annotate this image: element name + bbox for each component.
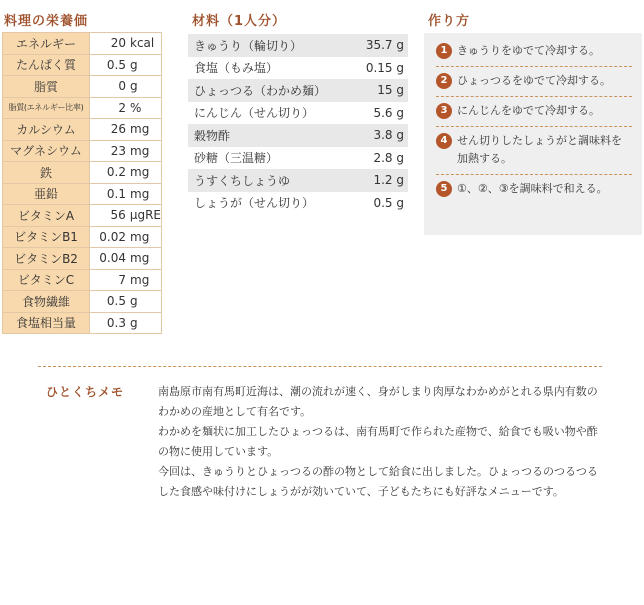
- ingredient-row: [188, 147, 408, 170]
- nutrition-label: ビタミンB2: [3, 248, 90, 270]
- nutrition-row: [3, 76, 162, 98]
- nutrition-value: 0.1: [106, 186, 126, 201]
- nutrition-value: 23: [110, 143, 126, 158]
- nutrition-value: 0.5: [106, 294, 126, 309]
- nutrition-unit: mg: [130, 143, 150, 158]
- nutrition-label: エネルギー: [3, 33, 90, 55]
- nutrition-value: 20: [110, 36, 126, 51]
- memo-paragraph: 今回は、きゅうりとひょっつるの酢の物として給食に出しました。ひょっつるのつるつるした食感や味付けにしょうがが効いていて、子どもたちにも好評なメニューです。: [158, 465, 598, 498]
- nutrition-value-cell: [90, 183, 162, 205]
- step-number-badge: 3: [436, 103, 452, 119]
- ingredient-name: 食塩（もみ塩）: [194, 61, 279, 76]
- step-number-badge: 5: [436, 181, 452, 197]
- nutrition-label: 鉄: [3, 162, 90, 184]
- steps-panel: [424, 33, 642, 235]
- nutrition-row: [3, 205, 162, 227]
- nutrition-value: 0.3: [106, 315, 126, 330]
- nutrition-value: 26: [110, 122, 126, 137]
- nutrition-label: ビタミンB1: [3, 226, 90, 248]
- nutrition-row: [3, 312, 162, 334]
- ingredient-amount: 3.8 g: [373, 128, 404, 143]
- ingredient-row: [188, 124, 408, 147]
- memo-paragraph: 南島原市南有馬町近海は、潮の流れが速く、身がしまり肉厚なわかめがとれる県内有数のわかめの産地として有名です。: [158, 385, 598, 418]
- nutrition-row: [3, 97, 162, 119]
- ingredient-amount: 0.5 g: [373, 195, 404, 210]
- ingredient-amount: 1.2 g: [373, 173, 404, 188]
- nutrition-label: 食物繊維: [3, 291, 90, 313]
- ingredient-name: 穀物酢: [194, 128, 231, 143]
- nutrition-row: [3, 269, 162, 291]
- step-text: ひょっつるをゆでて冷却する。: [457, 74, 611, 87]
- steps-title: 作り方: [428, 14, 471, 29]
- nutrition-label: たんぱく質: [3, 54, 90, 76]
- nutrition-value: 56: [110, 208, 126, 223]
- step-text: ①、②、③を調味料で和える。: [457, 182, 608, 195]
- nutrition-row: [3, 162, 162, 184]
- nutrition-label: ビタミンA: [3, 205, 90, 227]
- ingredient-amount: 0.15 g: [365, 60, 404, 75]
- nutrition-value-cell: [90, 97, 162, 119]
- nutrition-value: 7: [118, 272, 126, 287]
- ingredients-title: 材料（1人分）: [192, 14, 287, 29]
- nutrition-unit: %: [130, 100, 142, 115]
- ingredient-row: [188, 34, 408, 57]
- nutrition-row: [3, 54, 162, 76]
- step-item: [436, 175, 632, 204]
- nutrition-unit: mg: [130, 122, 150, 137]
- nutrition-unit: μgRE: [129, 208, 161, 223]
- ingredient-name: 砂糖（三温糖）: [194, 151, 279, 166]
- nutrition-unit: g: [130, 294, 138, 309]
- nutrition-unit: mg: [130, 165, 150, 180]
- nutrition-row: [3, 226, 162, 248]
- step-text: にんじんをゆでて冷却する。: [457, 104, 600, 117]
- ingredient-amount: 5.6 g: [373, 105, 404, 120]
- ingredient-name: しょうが（せん切り）: [194, 196, 315, 211]
- nutrition-value: 0.04: [99, 251, 126, 266]
- nutrition-value-cell: [90, 205, 162, 227]
- step-text: きゅうりをゆでて冷却する。: [457, 44, 600, 57]
- nutrition-table: [2, 32, 162, 334]
- nutrition-unit: g: [130, 315, 138, 330]
- nutrition-value-cell: [90, 140, 162, 162]
- step-number-badge: 4: [436, 133, 452, 149]
- nutrition-value-cell: [90, 54, 162, 76]
- ingredient-amount: 35.7 g: [365, 38, 404, 53]
- nutrition-label: マグネシウム: [3, 140, 90, 162]
- nutrition-value: 0.02: [99, 229, 126, 244]
- nutrition-row: [3, 291, 162, 313]
- nutrition-unit: mg: [130, 186, 150, 201]
- nutrition-row: [3, 183, 162, 205]
- step-item: [436, 37, 632, 67]
- nutrition-value: 0.5: [106, 57, 126, 72]
- ingredient-amount: 2.8 g: [373, 150, 404, 165]
- nutrition-unit: kcal: [130, 36, 155, 51]
- nutrition-label: ビタミンC: [3, 269, 90, 291]
- step-item: [436, 97, 632, 127]
- step-item: [436, 67, 632, 97]
- ingredient-row: [188, 79, 408, 102]
- nutrition-value-cell: [90, 248, 162, 270]
- nutrition-label: カルシウム: [3, 119, 90, 141]
- nutrition-value-cell: [90, 269, 162, 291]
- step-number-badge: 1: [436, 43, 452, 59]
- nutrition-unit: mg: [130, 251, 150, 266]
- divider: [38, 366, 602, 367]
- ingredient-row: [188, 192, 408, 215]
- nutrition-label: 脂質(エネルギー比率): [3, 97, 90, 119]
- nutrition-row: [3, 248, 162, 270]
- memo-paragraph: わかめを麺状に加工したひょっつるは、南有馬町で作られた産物で、給食でも吸い物や酢の物に使用しています。: [158, 425, 598, 458]
- nutrition-row: [3, 119, 162, 141]
- nutrition-row: [3, 33, 162, 55]
- step-item: [436, 127, 632, 175]
- nutrition-value-cell: [90, 162, 162, 184]
- step-number-badge: 2: [436, 73, 452, 89]
- nutrition-unit: mg: [130, 229, 150, 244]
- nutrition-label: 脂質: [3, 76, 90, 98]
- nutrition-value-cell: [90, 33, 162, 55]
- ingredient-name: ひょっつる（わかめ麺）: [194, 83, 327, 98]
- nutrition-value: 2: [118, 100, 126, 115]
- nutrition-value-cell: [90, 312, 162, 334]
- nutrition-value-cell: [90, 76, 162, 98]
- nutrition-unit: mg: [130, 272, 150, 287]
- nutrition-title: 料理の栄養価: [4, 14, 89, 29]
- memo-label: ひとくちメモ: [46, 385, 125, 399]
- ingredient-name: きゅうり（輪切り）: [194, 38, 303, 53]
- nutrition-row: [3, 140, 162, 162]
- nutrition-value: 0.2: [106, 165, 126, 180]
- ingredient-name: にんじん（せん切り）: [194, 106, 315, 121]
- ingredient-name: うすくちしょうゆ: [194, 173, 291, 188]
- step-text: せん切りしたしょうがと調味料を加熱する。: [457, 134, 622, 165]
- ingredient-row: [188, 169, 408, 192]
- ingredient-amount: 15 g: [377, 83, 404, 98]
- ingredient-row: [188, 102, 408, 125]
- nutrition-value-cell: [90, 226, 162, 248]
- ingredient-row: [188, 57, 408, 80]
- ingredients-list: [188, 34, 408, 214]
- nutrition-value-cell: [90, 119, 162, 141]
- nutrition-value-cell: [90, 291, 162, 313]
- nutrition-label: 亜鉛: [3, 183, 90, 205]
- memo-text: [158, 382, 604, 502]
- nutrition-value: 0: [118, 79, 126, 94]
- nutrition-unit: g: [130, 57, 138, 72]
- nutrition-unit: g: [130, 79, 138, 94]
- nutrition-label: 食塩相当量: [3, 312, 90, 334]
